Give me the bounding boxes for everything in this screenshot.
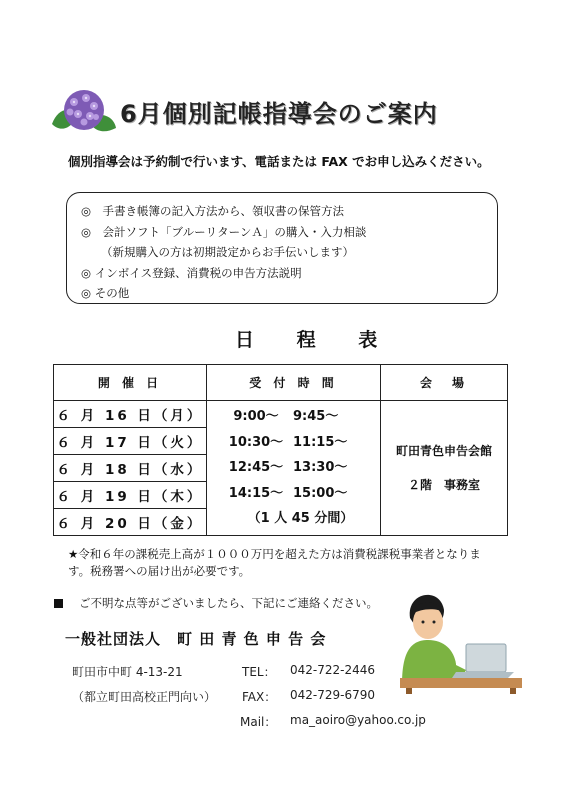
topic-item: ◎ 手書き帳簿の記入方法から、領収書の保管方法 (81, 204, 345, 218)
schedule-table (53, 364, 508, 536)
time-start: 9:00～ (233, 409, 279, 425)
time-start: 15:00～ (293, 485, 348, 501)
date-cell: ６ 月 17 日（火） (54, 428, 207, 455)
page-title: 6月個別記帳指導会のご案内 (120, 100, 438, 128)
contact-question-text: ご不明な点等がございましたら、下記にご連絡ください。 (79, 596, 378, 610)
time-start: 12:45～ (228, 460, 284, 476)
tel-label: TEL： (242, 665, 276, 679)
time-start: 11:15～ (293, 434, 348, 450)
topics-box (66, 192, 498, 304)
contact-question (54, 595, 378, 611)
organization-name: 一般社団法人 町 田 青 色 申 告 会 (65, 630, 327, 648)
intro-text: 個別指導会は予約制で行います、電話または FAX でお申し込みください。 (68, 154, 490, 169)
venue-name: 町田青色申告会館 (395, 444, 492, 458)
header-date: 開 催 日 (54, 365, 207, 401)
time-note: （1 人 45 分間） (247, 511, 354, 527)
header-venue: 会 場 (381, 365, 508, 401)
time-start: 9:45～ (293, 409, 339, 425)
time-start: 14:15～ (228, 485, 284, 501)
hydrangea-illustration (48, 86, 120, 138)
fax-label: FAX： (242, 690, 277, 704)
address: 町田市中町 4-13-21 (72, 665, 183, 679)
date-cell: ６ 月 20 日（金） (54, 509, 207, 536)
schedule-title: 日 程 表 (235, 329, 396, 351)
venue-room: ２階 事務室 (407, 478, 480, 492)
tax-notice: ★令和６年の課税売上高が１０００万円を超えた方は消費税課税事業者となります。税務署への届け出が必要です。 (68, 547, 481, 578)
person-laptop-illustration (396, 584, 526, 694)
mail-address[interactable]: ma_aoiro@yahoo.co.jp (290, 713, 426, 727)
time-start: 13:30～ (293, 460, 348, 476)
header-time: 受 付 時 間 (207, 365, 381, 401)
address-note: （都立町田高校正門向い） (72, 690, 217, 704)
topic-item: （新規購入の方は初期設定からお手伝いします） (101, 245, 354, 259)
date-cell: ６ 月 19 日（木） (54, 482, 207, 509)
topic-item: ◎ その他 (81, 286, 130, 300)
topic-item: ◎ インボイス登録、消費税の申告方法説明 (81, 265, 302, 280)
topic-item: ◎ 会計ソフト「ブルーリターンＡ」の購入・入力相談 (81, 224, 367, 239)
square-bullet-icon (54, 599, 63, 608)
tel-number: 042-722-2446 (290, 663, 376, 677)
fax-number: 042-729-6790 (290, 688, 376, 702)
time-start: 10:30～ (228, 434, 284, 450)
time-cell (207, 401, 381, 536)
venue-cell (381, 401, 508, 536)
date-cell: ６ 月 16 日（月） (54, 401, 207, 428)
mail-label: Mail： (240, 715, 277, 729)
date-cell: ６ 月 18 日（水） (54, 455, 207, 482)
